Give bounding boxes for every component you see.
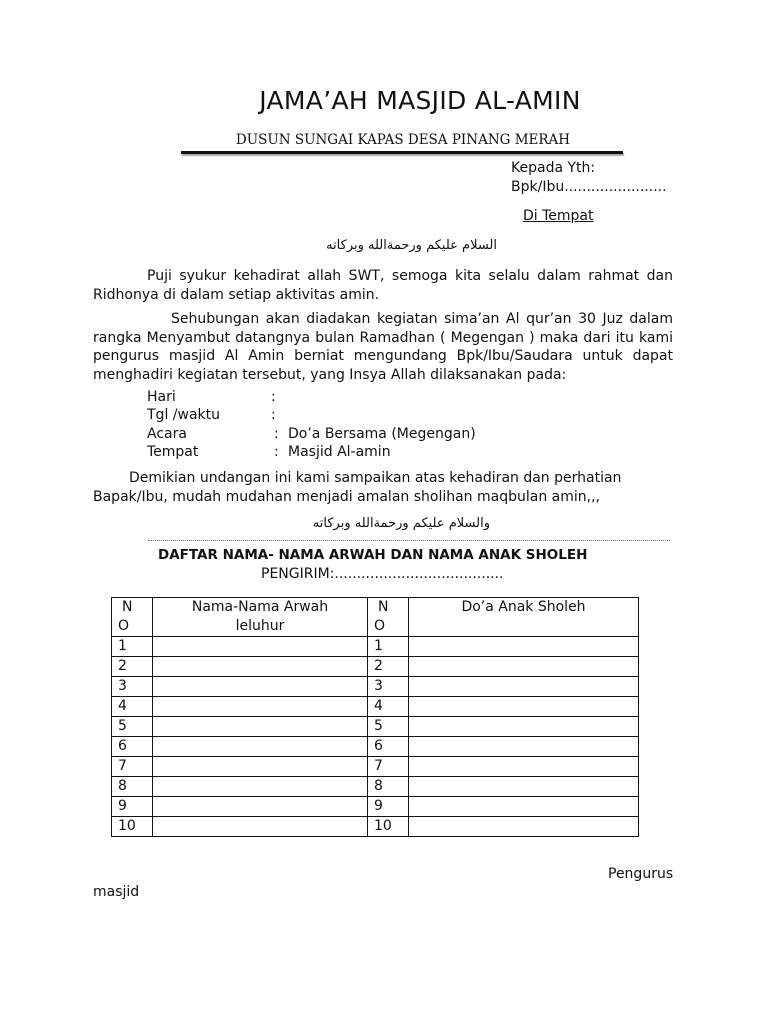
header-no-part-1: N: [122, 599, 133, 615]
table-body: [112, 637, 639, 837]
name-cell[interactable]: [153, 697, 368, 717]
row-number: 4: [112, 697, 153, 717]
detail-label-place: Tempat: [147, 444, 199, 460]
doa-cell[interactable]: [409, 657, 639, 677]
table-row: [112, 637, 639, 657]
recipient-line-2: Bpk/Ibu.......................: [511, 179, 667, 195]
detail-sep-day: :: [271, 389, 276, 405]
closing-greeting: والسلام عليكم ورحمةالله وبركاته: [312, 516, 490, 531]
list-heading: DAFTAR NAMA- NAMA ARWAH DAN NAMA ANAK SHOLEH: [158, 547, 588, 563]
detail-label-event: Acara: [147, 426, 187, 442]
row-number: 10: [112, 817, 153, 837]
row-number-2: 6: [368, 737, 409, 757]
opening-greeting: السلام عليكم ورحمةالله وبركاته: [326, 238, 497, 253]
row-number-2: 10: [368, 817, 409, 837]
row-number-2: 2: [368, 657, 409, 677]
row-number: 6: [112, 737, 153, 757]
row-number-2: 4: [368, 697, 409, 717]
row-number: 1: [112, 637, 153, 657]
paragraph-closing: Demikian undangan ini kami sampaikan atas kehadiran dan perhatian Bapak/Ibu, mudah mudahan menjadi amalan sholihan maqbulan amin,,,: [93, 470, 622, 505]
paragraph-opening: Puji syukur kehadirat allah SWT, semoga kita selalu dalam rahmat dan Ridhonya di dalam setiap aktivitas amin.: [93, 268, 673, 303]
detail-sep-event: :: [274, 426, 279, 442]
names-table: [111, 597, 639, 837]
header-no-part-2: O: [118, 618, 130, 634]
detail-sep-date: :: [271, 407, 276, 423]
row-number: 7: [112, 757, 153, 777]
header-no: [112, 598, 153, 637]
name-cell[interactable]: [153, 717, 368, 737]
name-cell[interactable]: [153, 757, 368, 777]
sender-line: PENGIRIM:......................................: [261, 566, 504, 582]
doa-cell[interactable]: [409, 677, 639, 697]
recipient-line-1: Kepada Yth:: [511, 160, 596, 176]
paragraph-invitation: Sehubungan akan diadakan kegiatan sima’an Al qur’an 30 Juz dalam rangka Menyambut datangnya bulan Ramadhan ( Megengan ) maka dari itu kami pengurus masjid Al Amin berniat mengundang Bpk/Ibu/Saudara untuk dapat menghadiri kegiatan tersebut, yang Insya Allah dilaksanakan pada:: [93, 311, 673, 383]
row-number-2: 3: [368, 677, 409, 697]
header-rule: [181, 151, 623, 154]
letter-subtitle: DUSUN SUNGAI KAPAS DESA PINANG MERAH: [235, 132, 571, 148]
name-cell[interactable]: [153, 737, 368, 757]
doa-cell[interactable]: [409, 637, 639, 657]
doa-cell[interactable]: [409, 717, 639, 737]
row-number-2: 5: [368, 717, 409, 737]
header-ancestor-line-1: Nama-Nama Arwah: [191, 599, 329, 615]
row-number: 2: [112, 657, 153, 677]
name-cell[interactable]: [153, 657, 368, 677]
header-ancestor-line-2: leluhur: [235, 618, 285, 634]
row-number: 9: [112, 797, 153, 817]
row-number: 3: [112, 677, 153, 697]
table-header-row: [112, 598, 639, 637]
row-number-2: 9: [368, 797, 409, 817]
table-row: [112, 717, 639, 737]
table-row: [112, 777, 639, 797]
header-ancestor-names: [153, 598, 368, 637]
row-number-2: 7: [368, 757, 409, 777]
table-row: [112, 677, 639, 697]
doa-cell[interactable]: [409, 777, 639, 797]
name-cell[interactable]: [153, 797, 368, 817]
row-number: 8: [112, 777, 153, 797]
signature-line-2: masjid: [93, 884, 140, 900]
letter-title: JAMA’AH MASJID AL-AMIN: [259, 86, 581, 115]
row-number-2: 8: [368, 777, 409, 797]
detail-value-event: Do’a Bersama (Megengan): [288, 426, 476, 442]
detail-value-place: Masjid Al-amin: [288, 444, 391, 460]
name-cell[interactable]: [153, 777, 368, 797]
table-row: [112, 757, 639, 777]
header-no2-part-2: O: [374, 618, 386, 634]
row-number-2: 1: [368, 637, 409, 657]
doa-cell[interactable]: [409, 757, 639, 777]
table-row: [112, 797, 639, 817]
signature-line-1: Pengurus: [608, 866, 674, 882]
row-number: 5: [112, 717, 153, 737]
name-cell[interactable]: [153, 637, 368, 657]
header-no2-part-1: N: [378, 599, 389, 615]
table-row: [112, 737, 639, 757]
header-prayer: Do’a Anak Sholeh: [409, 598, 639, 637]
doa-cell[interactable]: [409, 737, 639, 757]
recipient-place: Di Tempat: [523, 208, 594, 224]
table-row: [112, 657, 639, 677]
detail-sep-place: :: [274, 444, 279, 460]
header-no-2: [368, 598, 409, 637]
table-row: [112, 697, 639, 717]
dotted-divider: [148, 540, 670, 541]
doa-cell[interactable]: [409, 797, 639, 817]
name-cell[interactable]: [153, 817, 368, 837]
doa-cell[interactable]: [409, 697, 639, 717]
detail-label-date: Tgl /waktu: [147, 407, 220, 423]
name-cell[interactable]: [153, 677, 368, 697]
doa-cell[interactable]: [409, 817, 639, 837]
detail-label-day: Hari: [147, 389, 176, 405]
table-row: [112, 817, 639, 837]
